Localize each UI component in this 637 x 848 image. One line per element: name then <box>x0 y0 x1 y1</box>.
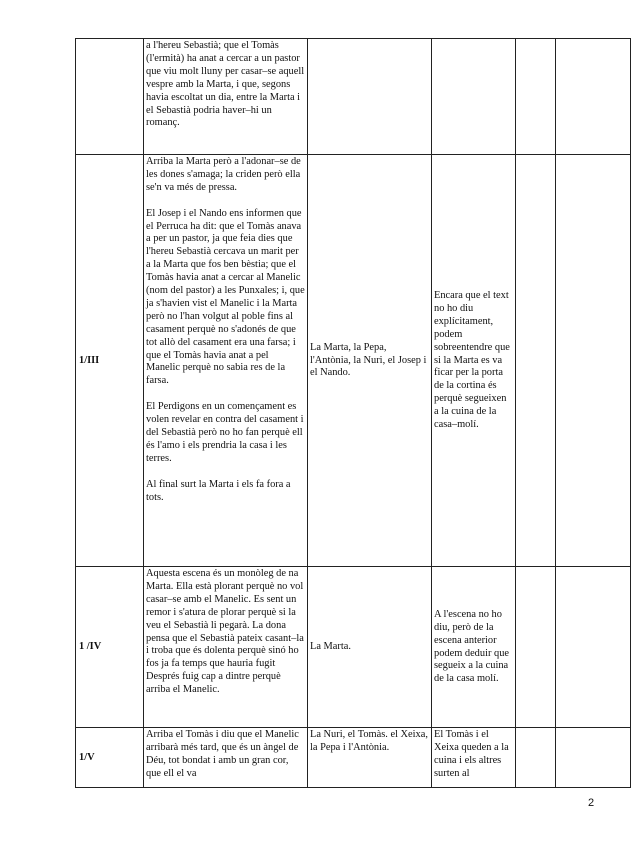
characters-cell: La Marta. <box>308 567 432 728</box>
empty-cell <box>516 39 556 155</box>
scene-cell: 1 /IV <box>76 567 144 728</box>
summary-paragraph: El Josep i el Nando ens informen que el Perruca ha dit: que el Tomàs anava a per un pastor, ja que feia dies que l'hereu Sebastià cercava un marit per a la Marta que fos ben bèstia; que el Tomàs havia anat a cercar al Manelic (nom del pastor) a les Punxales; i, que ja s'havien vist el Manelic i la Marta però no l'han volgut al poble fins al casament perquè no s'adonés de que tot allò del casament era una farsa; i que el Tomàs havia anat a pel Manelic perquè no sabia res de la farsa. <box>146 207 305 387</box>
summary-paragraph: Aquesta escena és un monòleg de na Marta. Ella està plorant perquè no vol casar–se amb el Manelic. Es sent un remor i s'atura de plorar perquè si la veu el Sebastià li pegarà. La dona pensa que el Sebastià pateix casant–la i troba que és dolenta perquè sinó ho fos ja fa temps que hauria fugit Després fuig cap a dintre perquè arriba el Manelic. <box>146 568 304 696</box>
summary-cell <box>144 567 308 728</box>
empty-cell <box>516 567 556 728</box>
empty-cell <box>516 155 556 567</box>
summary-paragraph: Arriba la Marta però a l'adonar–se de les dones s'amaga; la criden però ella se'n va més de pressa. <box>146 156 301 193</box>
summary-cell <box>144 728 308 788</box>
notes-cell: Encara que el text no ho diu explícitament, podem sobreentendre que si la Marta es va ficar per la porta de la cortina és perquè segueixen a la cuina de la casa–molí. <box>432 155 516 567</box>
scene-cell <box>76 39 144 155</box>
scenes-table <box>75 38 631 788</box>
empty-cell <box>556 39 631 155</box>
table-row <box>76 155 631 567</box>
characters-cell: La Marta, la Pepa, l'Antònia, la Nuri, el Josep i el Nando. <box>308 155 432 567</box>
summary-paragraph: El Perdigons en un començament es volen revelar en contra del casament i del Sebastià però no ho fan perquè ell és l'amo i els prendria la casa i les terres. <box>146 401 304 464</box>
summary-paragraph: Arriba el Tomàs i diu que el Manelic arribarà més tard, que és un àngel de Déu, tot bondat i amb un gran cor, que ell el va <box>146 729 299 779</box>
characters-cell: La Nuri, el Tomàs. el Xeixa, la Pepa i l'Antònia. <box>308 728 432 788</box>
notes-cell <box>432 39 516 155</box>
empty-cell <box>556 567 631 728</box>
table-row <box>76 728 631 788</box>
table-row <box>76 39 631 155</box>
table-row <box>76 567 631 728</box>
characters-cell <box>308 39 432 155</box>
page-number: 2 <box>588 797 595 809</box>
empty-cell <box>516 728 556 788</box>
summary-cell <box>144 155 308 567</box>
scene-cell: 1/V <box>76 728 144 788</box>
empty-cell <box>556 155 631 567</box>
summary-cell <box>144 39 308 155</box>
notes-cell: A l'escena no ho diu, però de la escena anterior podem deduir que segueix a la cuina de la casa molí. <box>432 567 516 728</box>
notes-cell: El Tomàs i el Xeixa queden a la cuina i els altres surten al <box>432 728 516 788</box>
empty-cell <box>556 728 631 788</box>
scene-cell: 1/III <box>76 155 144 567</box>
summary-paragraph: Al final surt la Marta i els fa fora a tots. <box>146 478 291 503</box>
summary-paragraph: a l'hereu Sebastià; que el Tomàs (l'ermità) ha anat a cercar a un pastor que viu molt lluny per casar–se aquell vespre amb la Marta, i que, segons havia escoltat un dia, entre la Marta i el Sebastià podria haver–hi un romanç. <box>146 40 305 129</box>
